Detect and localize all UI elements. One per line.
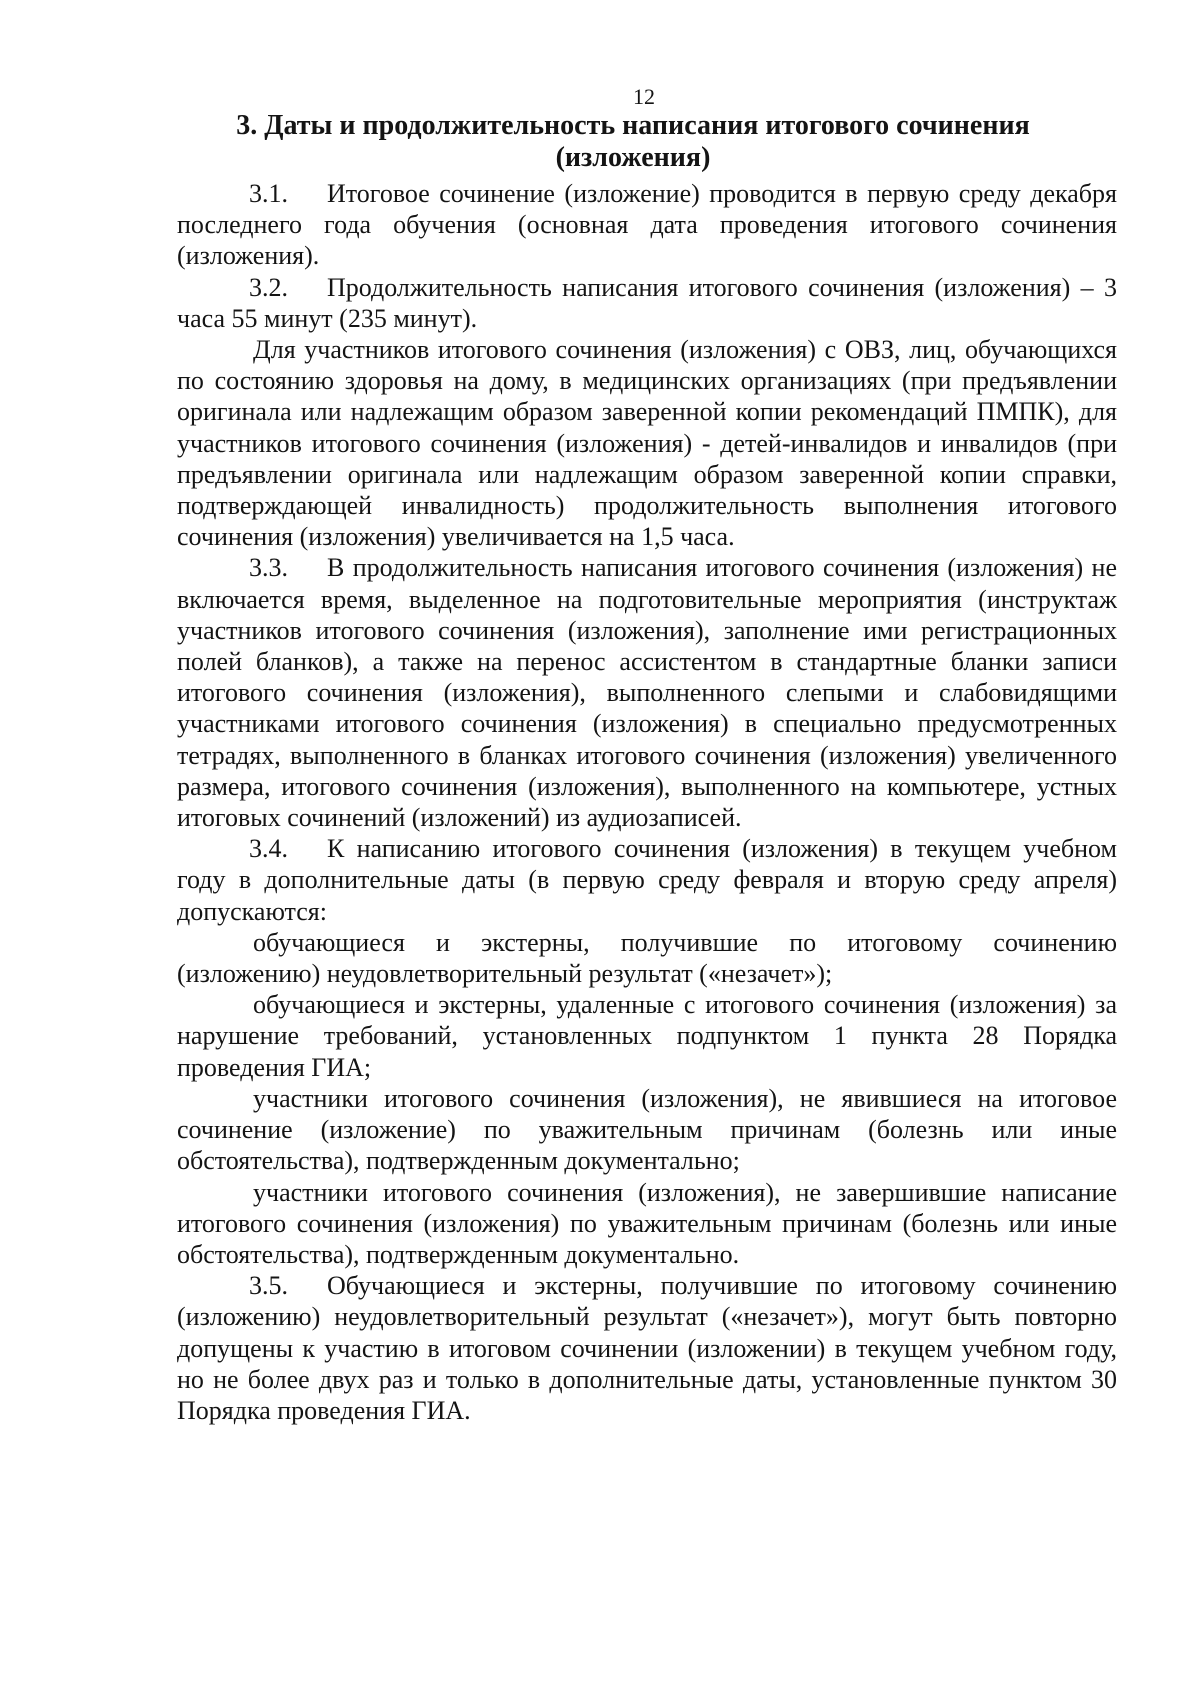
paragraph-3-2: [177, 272, 1117, 334]
paragraph-text: Продолжительность написания итогового сочинения (изложения) – 3 часа 55 минут (235 минут).: [177, 272, 1117, 333]
paragraph-text: К написанию итогового сочинения (изложения) в текущем учебном году в дополнительные даты (в первую среду февраля и вторую среду апреля) допускаются:: [177, 834, 1117, 926]
paragraph-text: обучающиеся и экстерны, удаленные с итогового сочинения (изложения) за нарушение требований, установленных подпунктом 1 пункта 28 Порядка проведения ГИА;: [177, 990, 1117, 1082]
paragraph-text: участники итогового сочинения (изложения), не явившиеся на итоговое сочинение (изложение) по уважительным причинам (болезнь или иные обстоятельства), подтвержденным документально;: [177, 1083, 1117, 1176]
paragraph-number: 3.1.: [249, 179, 288, 208]
paragraph-text: участники итогового сочинения (изложения), не завершившие написание итогового сочинения (изложения) по уважительным причинам (болезнь или иные обстоятельства), подтвержденным документально.: [177, 1177, 1117, 1269]
paragraph-3-3: [177, 552, 1117, 833]
paragraph-number: 3.2.: [249, 272, 288, 302]
paragraph-number: 3.4.: [249, 834, 288, 864]
paragraph-text: Обучающиеся и экстерны, получившие по итоговому сочинению (изложению) неудовлетворительный результат («незачет»), могут быть повторно допущены к участию в итоговом сочинении (изложении) в текущем учебном году, но не более двух раз и только в дополнительные даты, установленные пунктом 30 Порядка проведения ГИА.: [177, 1271, 1117, 1425]
section-heading-line-2: (изложения): [555, 142, 711, 173]
paragraph-number: 3.5.: [249, 1271, 288, 1301]
list-item-unsatisfactory-result: [177, 927, 1117, 989]
paragraph-text: обучающиеся и экстерны, получившие по итоговому сочинению (изложению) неудовлетворительный результат («незачет»);: [177, 927, 1117, 989]
paragraph-text: Итоговое сочинение (изложение) проводится в первую среду декабря последнего года обучения (основная дата проведения итогового сочинения (изложения).: [177, 179, 1117, 271]
section-heading: [180, 110, 1086, 174]
paragraph-number: 3.3.: [249, 553, 288, 583]
paragraph-3-4: [177, 833, 1117, 927]
list-item-absent-valid-reason: [177, 1083, 1117, 1177]
section-heading-line-1: 3. Даты и продолжительность написания итогового сочинения: [236, 110, 1030, 141]
list-item-removed-for-violation: [177, 989, 1117, 1083]
paragraph-text: Для участников итогового сочинения (изложения) с ОВЗ, лиц, обучающихся по состоянию здоровья на дому, в медицинских организациях (при предъявлении оригинала или надлежащим образом заверенной копии рекомендаций ПМПК), для участников итогового сочинения (изложения) - детей-инвалидов и инвалидов (при предъявлении оригинала или надлежащим образом заверенной копии справки, подтверждающей инвалидность) продолжительность выполнения итогового сочинения (изложения) увеличивается на 1,5 часа.: [177, 335, 1117, 552]
paragraph-extended-time: [177, 334, 1117, 552]
paragraph-3-1: [177, 178, 1117, 272]
page-number: 12: [633, 84, 655, 109]
paragraph-3-5: [177, 1270, 1117, 1426]
list-item-not-completed-valid-reason: [177, 1177, 1117, 1271]
paragraph-text: В продолжительность написания итогового сочинения (изложения) не включается время, выделенное на подготовительные мероприятия (инструктаж участников итогового сочинения (изложения), заполнение ими регистрационных полей бланков), а также на перенос ассистентом в стандартные бланки записи итогового сочинения (изложения), выполненного слепыми и слабовидящими участниками итогового сочинения (изложения) в специально предусмотренных тетрадях, выполненного в бланках итогового сочинения (изложения) увеличенного размера, итогового сочинения (изложения), выполненного на компьютере, устных итоговых сочинений (изложений) из аудиозаписей.: [177, 553, 1117, 833]
section-body: [177, 178, 1117, 1426]
